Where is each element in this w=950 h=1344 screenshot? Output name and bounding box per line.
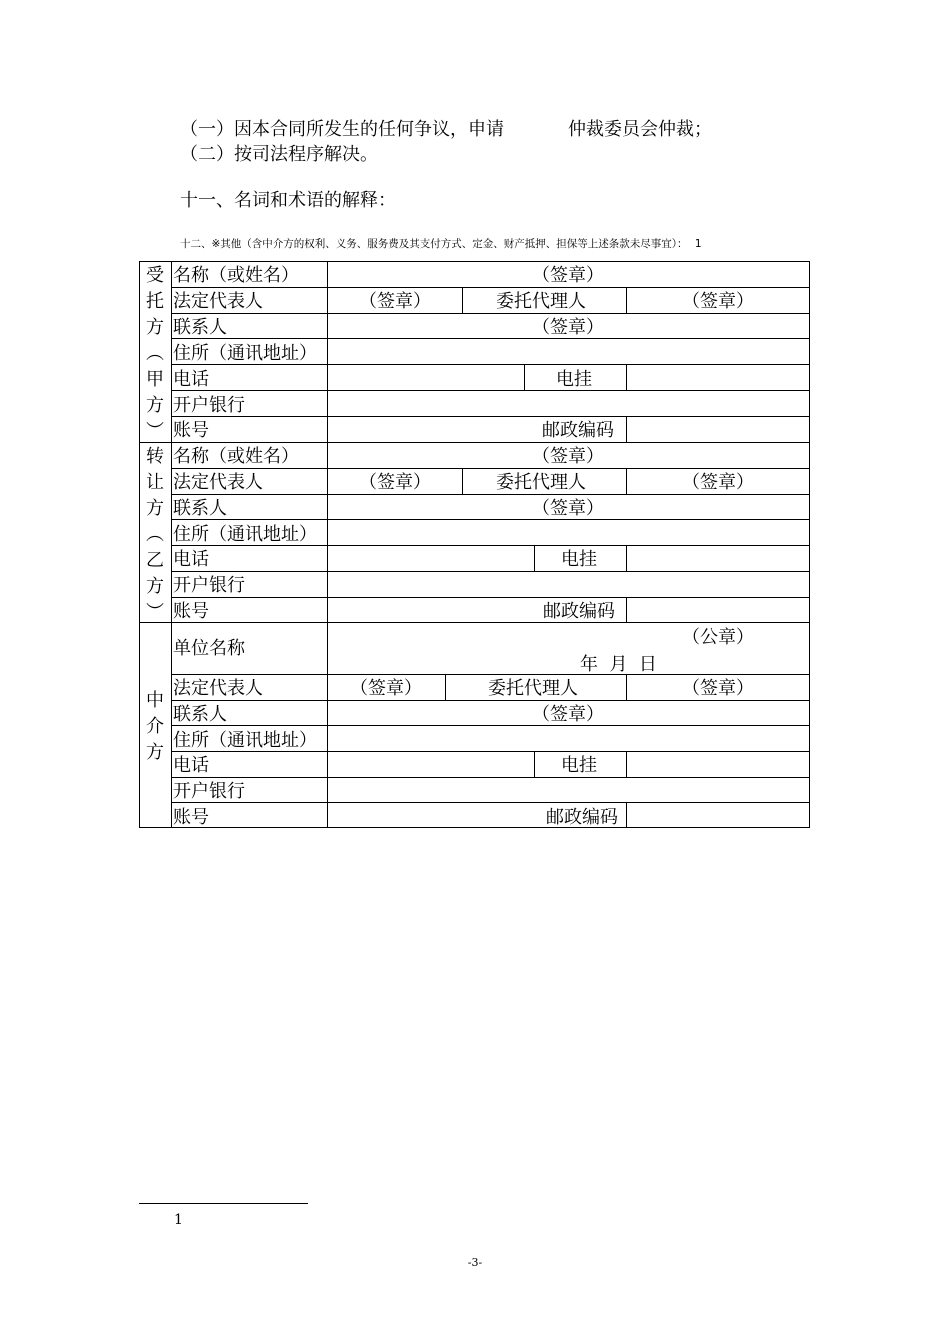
party-b-address-label: 住所（通讯地址） (173, 524, 317, 545)
party-b-contact-label: 联系人 (173, 498, 227, 519)
intermediary-agent-label: 委托代理人 (488, 678, 578, 699)
party-b-agent-label: 委托代理人 (496, 472, 586, 493)
intermediary-agent-seal: （签章） (682, 678, 754, 699)
clause-item1-prefix: （一）因本合同所发生的任何争议，申请 (180, 119, 504, 140)
intermediary-account-label: 账号 (173, 807, 209, 828)
party-b-bank-label: 开户银行 (173, 575, 245, 596)
party-a-account-label: 账号 (173, 420, 209, 441)
party-a-agent-seal: （签章） (682, 291, 754, 312)
clause-item1-suffix: 仲裁委员会仲裁； (568, 119, 712, 140)
intermediary-unit-name-label: 单位名称 (173, 638, 245, 659)
party-a-legal-rep-label: 法定代表人 (173, 291, 263, 312)
intermediary-postcode-label: 邮政编码 (546, 807, 618, 828)
footnote-number: 1 (174, 1212, 183, 1228)
intermediary-phone-label: 电话 (173, 755, 209, 776)
party-a-bank-label: 开户银行 (173, 395, 245, 416)
intermediary-legal-rep-seal: （签章） (350, 678, 422, 699)
footnote-reference: 1 (694, 238, 702, 250)
party-b-legal-rep-seal: （签章） (359, 472, 431, 493)
intermediary-address-label: 住所（通讯地址） (173, 730, 317, 751)
intermediary-legal-rep-label: 法定代表人 (173, 678, 263, 699)
party-b-name-seal: （签章） (532, 446, 604, 467)
intermediary-bank-label: 开户银行 (173, 781, 245, 802)
party-b-account-label: 账号 (173, 601, 209, 622)
party-a-label: 受 托 方 ︵ 甲 方 ︶ (146, 265, 164, 442)
intermediary-label: 中 介 方 (146, 690, 164, 763)
party-b-agent-seal: （签章） (682, 472, 754, 493)
party-a-contact-seal: （签章） (532, 317, 604, 338)
party-b-label: 转 让 方 ︵ 乙 方 ︶ (146, 446, 164, 623)
party-b-postcode-label: 邮政编码 (543, 601, 615, 622)
party-b-legal-rep-label: 法定代表人 (173, 472, 263, 493)
party-b-contact-seal: （签章） (532, 498, 604, 519)
intermediary-contact-label: 联系人 (173, 704, 227, 725)
party-a-legal-rep-seal: （签章） (359, 291, 431, 312)
party-a-phone-label: 电话 (173, 369, 209, 390)
party-a-agent-label: 委托代理人 (496, 291, 586, 312)
party-a-address-label: 住所（通讯地址） (173, 343, 317, 364)
footnote-separator (139, 1203, 308, 1204)
party-a-fax-label: 电挂 (556, 369, 592, 390)
intermediary-fax-label: 电挂 (561, 755, 597, 776)
section-11-heading: 十一、名词和术语的解释： (180, 190, 396, 211)
intermediary-official-seal: （公章） (682, 627, 754, 648)
party-a-name-label: 名称（或姓名） (173, 265, 299, 286)
section-12-text: 十二、※其他（含中介方的权利、义务、服务费及其支付方式、定金、财产抵押、担保等上述条款未尽事宜）： (180, 238, 688, 250)
intermediary-date: 年 月 日 (580, 654, 657, 675)
party-b-fax-label: 电挂 (561, 549, 597, 570)
party-b-name-label: 名称（或姓名） (173, 446, 299, 467)
clause-item2: （二）按司法程序解决。 (180, 144, 378, 165)
party-a-contact-label: 联系人 (173, 317, 227, 338)
page-number: -3- (467, 1256, 483, 1269)
intermediary-contact-seal: （签章） (532, 704, 604, 725)
party-a-postcode-label: 邮政编码 (542, 420, 614, 441)
party-a-name-seal: （签章） (532, 265, 604, 286)
party-b-phone-label: 电话 (173, 549, 209, 570)
